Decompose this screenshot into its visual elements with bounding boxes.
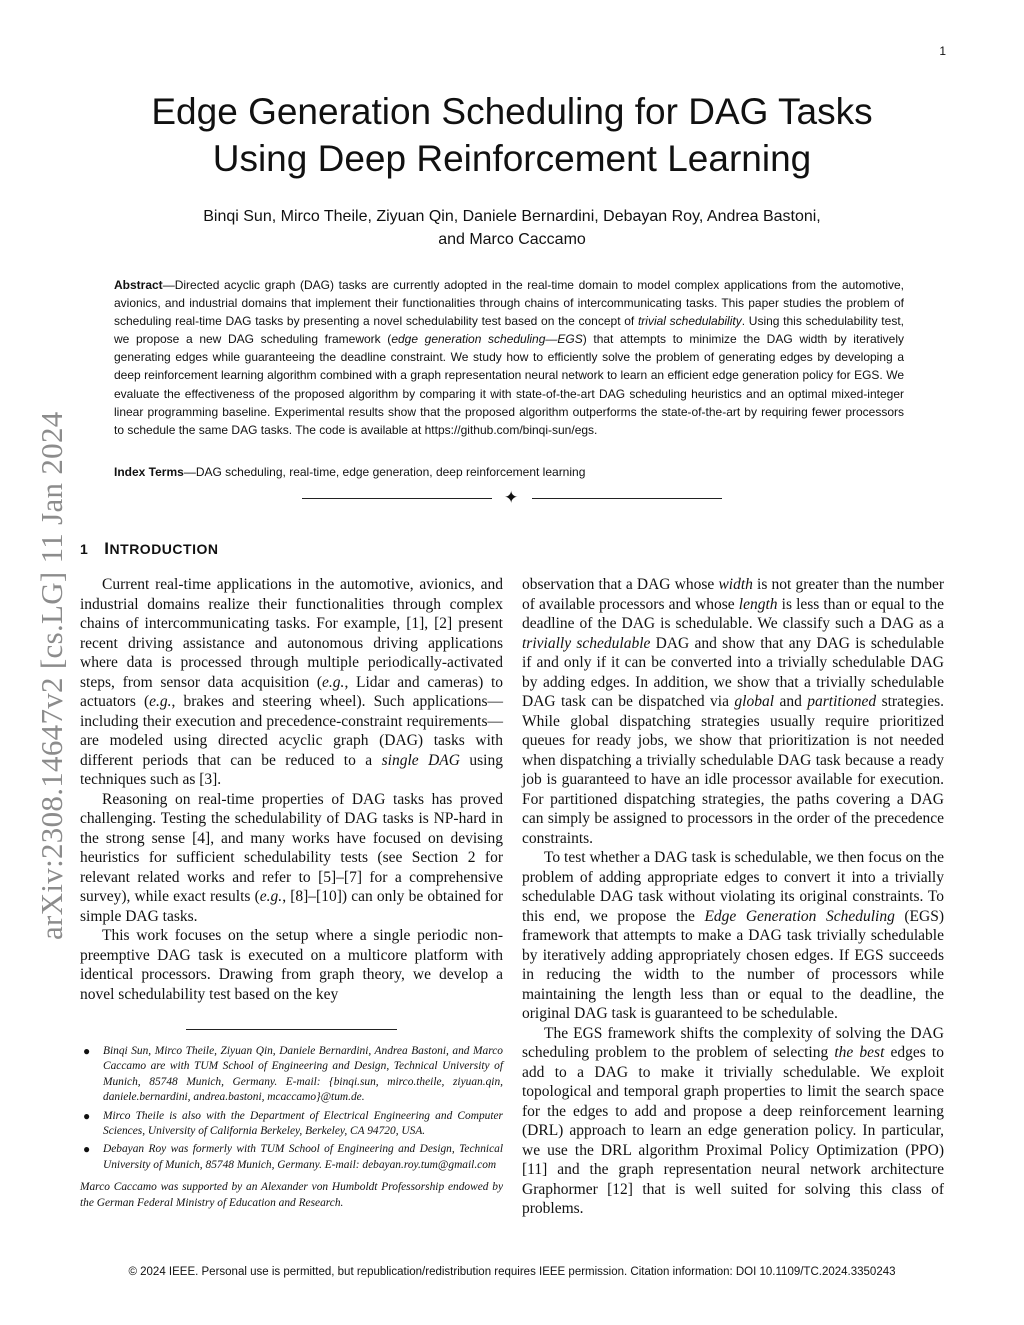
r-p1-em-trivially: trivially schedulable	[522, 634, 651, 652]
index-terms	[114, 465, 904, 479]
intro-p1-eg-2: e.g.	[149, 693, 172, 710]
intro-p1-text-a: Current real-time applications in the automotive, avionics, and industrial domains realize their functionalities through complex chains of intercommunicating tasks. For example, [1], [2] present recent driving assistance and autonomous driving applications where data is processed through multiple periodically-activated steps, from sensor data acquisition (	[80, 576, 503, 691]
intro-p2-text-b: , [8]–[10]) can only be obtained for simple DAG tasks.	[80, 888, 504, 925]
r-p1-em-global: global	[734, 693, 775, 710]
abstract-text-3: ) that attempts to minimize the DAG width by iteratively generating edges while guaranteeing the deadline constraint. We study how to efficiently solve the problem of generating edges by developing a deep reinforcement learning algorithm combined with a graph representation neural network to learn an efficient edge generation policy for EGS. We evaluate the effectiveness of the proposed algorithm by comparing it with state-of-the-art DAG scheduling heuristics and an optimal mixed-integer linear programming baseline. Experimental results show that the proposed algorithm outperforms the state-of-the-art by requiring fewer processors to schedule the same DAG tasks. The code is available at https://github.com/binqi-sun/egs.	[114, 332, 904, 437]
index-terms-dash: —	[183, 465, 196, 479]
r-p1-em-width: width	[718, 576, 753, 593]
authors-line-1: Binqi Sun, Mirco Theile, Ziyuan Qin, Daniele Bernardini, Debayan Roy, Andrea Bastoni,	[203, 208, 821, 225]
right-column	[522, 575, 944, 1219]
r-p2-em-egs: Edge Generation Scheduling	[704, 907, 895, 925]
footnote-affiliation-1	[80, 1044, 503, 1106]
r-p2-text-a: To test whether a DAG task is schedulable, we then focus on the problem of adding appropriate edges to convert it into a trivially schedulable DAG task without violating its original constraints. To this end, we propose the	[522, 849, 944, 925]
intro-p1-eg-1: e.g.	[322, 673, 345, 691]
section-title-initial: I	[104, 539, 110, 558]
copyright-notice: © 2024 IEEE. Personal use is permitted, but republication/redistribution requires IEEE permission. Citation information: DOI 10.1109/TC.2024.3350243	[128, 1266, 896, 1278]
abstract	[114, 276, 904, 439]
intro-paragraph-4	[522, 848, 944, 1024]
intro-paragraph-5	[522, 1024, 944, 1219]
title-line-2: Using Deep Reinforcement Learning	[212, 138, 812, 179]
section-divider	[302, 490, 722, 508]
intro-p1-text-d: using techniques such as [3].	[80, 751, 503, 788]
author-list	[110, 205, 914, 251]
footnotes	[80, 1044, 503, 1211]
divider-line-right	[532, 498, 722, 499]
intro-p2-text-a: Reasoning on real-time properties of DAG tasks has proved challenging. Testing the schedulability of DAG tasks is NP-hard in the strong sense [4], and many works have focused on devising heuristics for sufficient schedulability tests (see Section 2 for relevant related works and refer to [5]–[7] for a comprehensive survey), while exact results (	[80, 790, 503, 905]
footnote-funding: Marco Caccamo was supported by an Alexander von Humboldt Professorship endowed by the German Federal Ministry of Education and Research.	[80, 1181, 503, 1209]
r-p3-text-a: The EGS framework shifts the complexity of solving the DAG scheduling problem to the problem of selecting	[522, 1024, 944, 1061]
divider-line-left	[302, 498, 492, 499]
r-p2-text-b: (EGS) framework that attempts to make a DAG task trivially schedulable by iteratively adding appropriately chosen edges. If EGS succeeds in reducing the width to the number of processors while maintaining the length less than or equal to the deadline, the original DAG task is guaranteed to be schedulable.	[522, 907, 944, 1022]
intro-p1-text-c: , brakes and steering wheel). Such applications—including their execution and precedence-constraint requirements—are modeled using directed acyclic graph (DAG) tasks with different periods that can be reduced to a	[80, 693, 504, 769]
index-terms-text: DAG scheduling, real-time, edge generation, deep reinforcement learning	[195, 465, 586, 479]
r-p1-text-d: DAG and show that any DAG is schedulable if and only if it can be converted into a trivially schedulable DAG by adding edges. In addition, we show that a trivially schedulable DAG task can be dispatched via	[522, 634, 945, 710]
title-line-1: Edge Generation Scheduling for DAG Tasks	[151, 91, 873, 132]
intro-p1-text-b: , Lidar and cameras) to actuators (	[80, 673, 503, 710]
section-number: 1	[80, 541, 89, 557]
section-heading	[80, 539, 218, 559]
left-column	[80, 575, 503, 1004]
intro-paragraph-3-cont	[522, 575, 944, 848]
section-title-rest: NTRODUCTION	[109, 541, 219, 557]
footnote-text-2: Mirco Theile is also with the Department of Electrical Engineering and Computer Sciences, University of California Berkeley, Berkeley, CA 94720, USA.	[103, 1109, 503, 1138]
abstract-emphasis-1: trivial schedulability	[637, 314, 742, 329]
divider-ornament-icon: ✦	[504, 488, 519, 507]
intro-paragraph-2	[80, 790, 503, 927]
bullet-icon: ●	[83, 1108, 91, 1123]
intro-paragraph-3: This work focuses on the setup where a single periodic non-preemptive DAG task is executed on a multicore platform with identical processors. Drawing from graph theory, we develop a novel schedulability test based on the key	[80, 927, 503, 1003]
r-p1-em-length: length	[738, 595, 778, 613]
intro-p1-emphasis: single DAG	[381, 751, 460, 769]
abstract-dash: —	[162, 278, 175, 292]
abstract-label: Abstract	[114, 278, 163, 292]
r-p1-text-e: and	[774, 693, 808, 710]
abstract-text-2: . Using this schedulability test, we propose a new DAG scheduling framework (	[114, 314, 904, 347]
abstract-text-1: Directed acyclic graph (DAG) tasks are currently adopted in the real-time domain to model complex applications from the automotive, avionics, and industrial domains that implement their functionalities through chains of intercommunicating tasks. This paper studies the problem of scheduling real-time DAG tasks by presenting a novel schedulability test based on the concept of	[114, 278, 904, 329]
footnote-affiliation-2	[80, 1109, 503, 1140]
authors-line-2: and Marco Caccamo	[438, 231, 586, 248]
footnote-text-1: Binqi Sun, Mirco Theile, Ziyuan Qin, Daniele Bernardini, Andrea Bastoni, and Marco Caccamo are with TUM School of Engineering and Design, Technical University of Munich, 85748 Munich, Germany. E-mail: {binqi.sun, mirco.theile, ziyuan.qin, daniele.bernardini, andrea.bastoni, mcaccamo}@tum.de.	[103, 1045, 503, 1104]
r-p1-text-f: strategies. While global dispatching strategies usually require prioritized queues for ready jobs, we show that prioritization is not needed when dispatching a trivially schedulable DAG task because a ready job is guaranteed to have an idle processor available for execution. For partitioned dispatching strategies, the paths covering a DAG can simply be assigned to processors in the order of the precedence constraints.	[522, 693, 944, 847]
footnote-affiliation-3	[80, 1142, 503, 1173]
r-p1-text-a: observation that a DAG whose	[522, 576, 719, 593]
bullet-icon: ●	[83, 1142, 91, 1157]
footnote-rule	[186, 1029, 397, 1030]
r-p1-text-c: is less than or equal to the deadline of the DAG is schedulable. We classify such a DAG as a	[522, 595, 944, 632]
bullet-icon: ●	[83, 1044, 91, 1058]
footnote-text-3: Debayan Roy was formerly with TUM School of Engineering and Design, Technical University of Munich, 85748 Munich, Germany. E-mail: debayan.roy.tum@gmail.com	[103, 1143, 503, 1171]
abstract-emphasis-2: edge generation scheduling—EGS	[391, 332, 583, 347]
index-terms-label: Index Terms	[114, 465, 184, 479]
intro-p2-eg: e.g.	[259, 888, 283, 905]
r-p1-em-partitioned: partitioned	[807, 693, 877, 710]
r-p1-text-b: is not greater than the number of available processors and whose	[522, 576, 944, 613]
r-p3-text-b: edges to add to a DAG to make it trivially schedulable. We exploit topological and temporal graph properties to limit the search space for the edges to add and propose a deep reinforcement learning (DRL) approach to learn an edge generation policy. In particular, we use the DRL algorithm Proximal Policy Optimization (PPO) [11] and the graph representation neural network architecture Graphormer [12] that is well suited for solving this class of problems.	[522, 1044, 944, 1217]
paper-title	[90, 88, 934, 182]
arxiv-stamp: arXiv:2308.14647v2 [cs.LG] 11 Jan 2024	[34, 411, 69, 940]
intro-paragraph-1	[80, 575, 503, 790]
r-p3-em-best: the best	[834, 1044, 885, 1061]
page-number: 1	[939, 44, 946, 58]
